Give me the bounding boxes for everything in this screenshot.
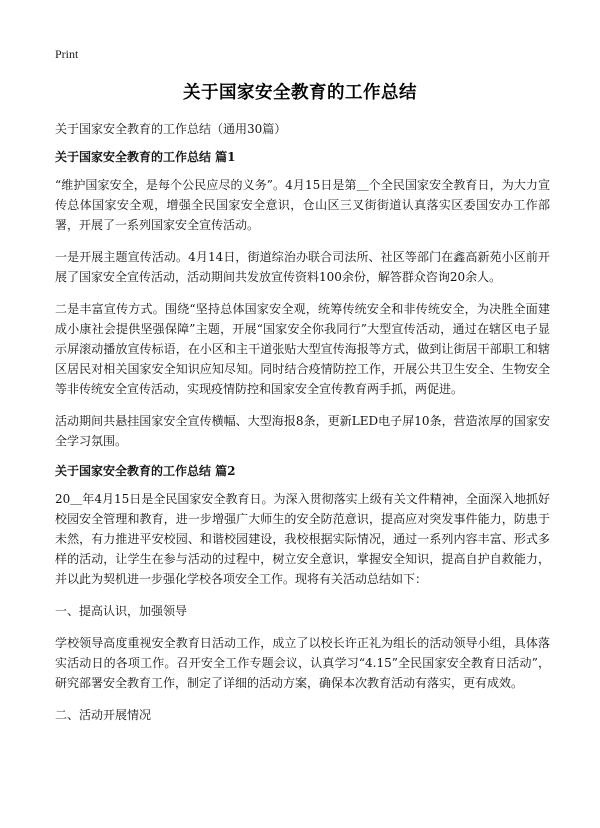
subheading: 二、活动开展情况 [55,708,152,722]
subheading: 一、提高认识，加强领导 [55,604,188,618]
paragraph: 活动期间共悬挂国家安全宣传横幅、大型海报8条，更新LED电子屏10条，营造浓厚的国家安全学习氛围。 [55,414,550,448]
paragraph: “维护国家安全，是每个公民应尽的义务”。4月15日是第＿个全民国家安全教育日，为大力宣传总体国家安全观，增强全民国家安全意识，仓山区三叉街街道认真落实区委国安办工作部署，开展了一系列国家安全宣传活动。 [55,178,550,232]
print-label: Print [55,47,79,61]
document-subtitle: 关于国家安全教育的工作总结（通用30篇） [55,122,287,136]
page-title: 关于国家安全教育的工作总结 [183,83,417,103]
section-heading-2: 关于国家安全教育的工作总结 篇2 [55,464,236,478]
paragraph: 一是开展主题宣传活动。4月14日，街道综治办联合司法所、社区等部门在鑫高新苑小区前开展了国家安全宣传活动，活动期间共发放宣传资料100余份，解答群众咨询20余人。 [55,250,550,284]
section-heading-1: 关于国家安全教育的工作总结 篇1 [55,150,236,164]
paragraph: 20＿年4月15日是全民国家安全教育日。为深入贯彻落实上级有关文件精神，全面深入地抓好校园安全管理和教育，进一步增强广大师生的安全防范意识，提高应对突发事件能力，防患于未然，有力推进平安校园、和谐校园建设，我校根据实际情况，通过一系列内容丰富、形式多样的活动，让学生在参与活动的过程中，树立安全意识，掌握安全知识，提高自护自救能力，并以此为契机进一步强化学校各项安全工作。现将有关活动总结如下： [55,492,550,586]
paragraph: 二是丰富宣传方式。围绕“坚持总体国家安全观，统筹传统安全和非传统安全，为决胜全面建成小康社会提供坚强保障”主题，开展“国家安全你我同行”大型宣传活动，通过在辖区电子显示屏滚动播放宣传标语，在小区和主干道张贴大型宣传海报等方式，做到让街居干部职工和辖区居民对相关国家安全知识应知尽知。同时结合疫情防控工作，开展公共卫生安全、生物安全等非传统安全宣传活动，实现疫情防控和国家安全宣传教育两手抓，两促进。 [55,302,550,396]
paragraph: 学校领导高度重视安全教育日活动工作，成立了以校长许正礼为组长的活动领导小组，具体落实活动日的各项工作。召开安全工作专题会议，认真学习“4.15”全民国家安全教育日活动”，研究部署安全教育工作，制定了详细的活动方案，确保本次教育活动有落实，更有成效。 [55,636,550,690]
document-body [55,119,550,737]
